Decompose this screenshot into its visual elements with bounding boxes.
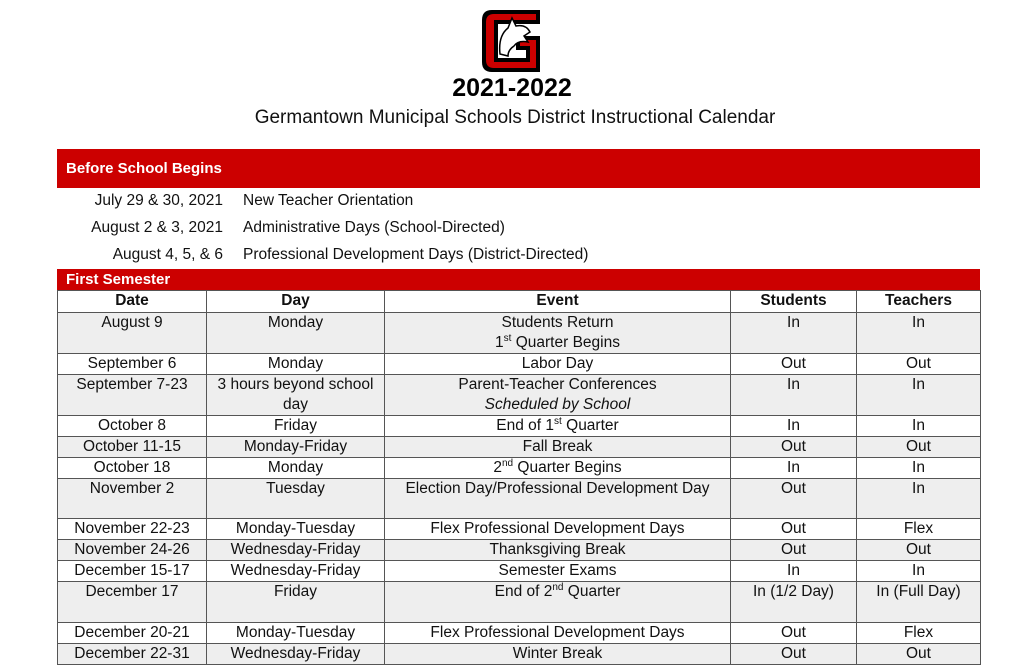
before-school-desc: Professional Development Days (District-Directed) [243, 246, 589, 263]
cell-teachers: In (Full Day) [857, 582, 981, 623]
cell-teachers: Flex [857, 519, 981, 540]
cell-students: In [731, 561, 857, 582]
cell-event: Winter Break [385, 644, 731, 665]
table-row [58, 375, 981, 416]
district-logo [478, 6, 550, 76]
table-row [58, 313, 981, 354]
event-line: 1st Quarter Begins [495, 332, 620, 351]
cell-event: End of 2nd Quarter [385, 582, 731, 623]
cell-event: Flex Professional Development Days [385, 519, 731, 540]
cell-day: 3 hours beyond school day [207, 375, 385, 416]
cell-day: Monday-Friday [207, 437, 385, 458]
table-row [58, 519, 981, 540]
cell-date: November 24-26 [58, 540, 207, 561]
cell-event: End of 1st Quarter [385, 416, 731, 437]
cell-teachers: In [857, 375, 981, 416]
table-row [58, 479, 981, 519]
cell-teachers: In [857, 479, 981, 519]
cell-teachers: Out [857, 354, 981, 375]
table-row [58, 540, 981, 561]
cell-students: In [731, 416, 857, 437]
cell-teachers: In [857, 561, 981, 582]
cell-date: September 6 [58, 354, 207, 375]
cell-students: Out [731, 644, 857, 665]
cell-date: September 7-23 [58, 375, 207, 416]
table-row [58, 458, 981, 479]
event-line: Scheduled by School [484, 396, 631, 413]
table-row [58, 437, 981, 458]
event-line: Parent-Teacher Conferences [458, 376, 657, 393]
before-school-date: July 29 & 30, 2021 [94, 192, 223, 209]
event-line: Students Return [501, 314, 614, 331]
cell-students: In (1/2 Day) [731, 582, 857, 623]
column-header-event: Event [385, 291, 731, 313]
cell-students: Out [731, 437, 857, 458]
cell-date: October 11-15 [58, 437, 207, 458]
cell-event: Labor Day [385, 354, 731, 375]
calendar-subtitle: Germantown Municipal Schools District Instructional Calendar [254, 107, 776, 128]
cell-event: Fall Break [385, 437, 731, 458]
before-school-desc: Administrative Days (School-Directed) [243, 219, 505, 236]
cell-students: In [731, 458, 857, 479]
cell-teachers: Out [857, 644, 981, 665]
cell-day: Friday [207, 582, 385, 623]
column-header-date: Date [58, 291, 207, 313]
before-school-date: August 2 & 3, 2021 [91, 219, 223, 236]
cell-date: December 17 [58, 582, 207, 623]
cell-event: Election Day/Professional Development Day [385, 479, 731, 519]
table-row [58, 623, 981, 644]
cell-day: Monday [207, 354, 385, 375]
cell-date: December 20-21 [58, 623, 207, 644]
cell-students: In [731, 313, 857, 354]
cell-day: Monday-Tuesday [207, 519, 385, 540]
cell-day: Monday [207, 313, 385, 354]
cell-day: Wednesday-Friday [207, 540, 385, 561]
cell-date: November 2 [58, 479, 207, 519]
cell-event: Flex Professional Development Days [385, 623, 731, 644]
cell-event: Thanksgiving Break [385, 540, 731, 561]
table-row [58, 644, 981, 665]
cell-students: Out [731, 623, 857, 644]
cell-event [385, 313, 731, 354]
cell-day: Wednesday-Friday [207, 644, 385, 665]
before-school-date: August 4, 5, & 6 [112, 246, 223, 263]
cell-teachers: In [857, 416, 981, 437]
table-row [58, 561, 981, 582]
cell-event: Semester Exams [385, 561, 731, 582]
table-row [58, 416, 981, 437]
section-header-first-semester: First Semester [57, 269, 980, 290]
cell-teachers: In [857, 313, 981, 354]
cell-students: Out [731, 519, 857, 540]
cell-students: Out [731, 540, 857, 561]
cell-date: December 22-31 [58, 644, 207, 665]
table-row [58, 354, 981, 375]
table-header-row [58, 291, 981, 313]
cell-teachers: Flex [857, 623, 981, 644]
column-header-teachers: Teachers [857, 291, 981, 313]
cell-day: Tuesday [207, 479, 385, 519]
cell-students: Out [731, 479, 857, 519]
cell-teachers: In [857, 458, 981, 479]
cell-day: Monday-Tuesday [207, 623, 385, 644]
cell-students: In [731, 375, 857, 416]
cell-students: Out [731, 354, 857, 375]
cell-day: Friday [207, 416, 385, 437]
cell-date: October 18 [58, 458, 207, 479]
cell-day: Monday [207, 458, 385, 479]
calendar-year: 2021-2022 [452, 74, 572, 102]
cell-date: November 22-23 [58, 519, 207, 540]
column-header-day: Day [207, 291, 385, 313]
cell-date: August 9 [58, 313, 207, 354]
column-header-students: Students [731, 291, 857, 313]
cell-date: October 8 [58, 416, 207, 437]
cell-day: Wednesday-Friday [207, 561, 385, 582]
cell-teachers: Out [857, 540, 981, 561]
first-semester-table [57, 290, 981, 665]
before-school-desc: New Teacher Orientation [243, 192, 414, 209]
cell-event [385, 375, 731, 416]
table-row [58, 582, 981, 623]
section-header-before-school: Before School Begins [57, 149, 980, 188]
cell-date: December 15-17 [58, 561, 207, 582]
cell-event: 2nd Quarter Begins [385, 458, 731, 479]
cell-teachers: Out [857, 437, 981, 458]
